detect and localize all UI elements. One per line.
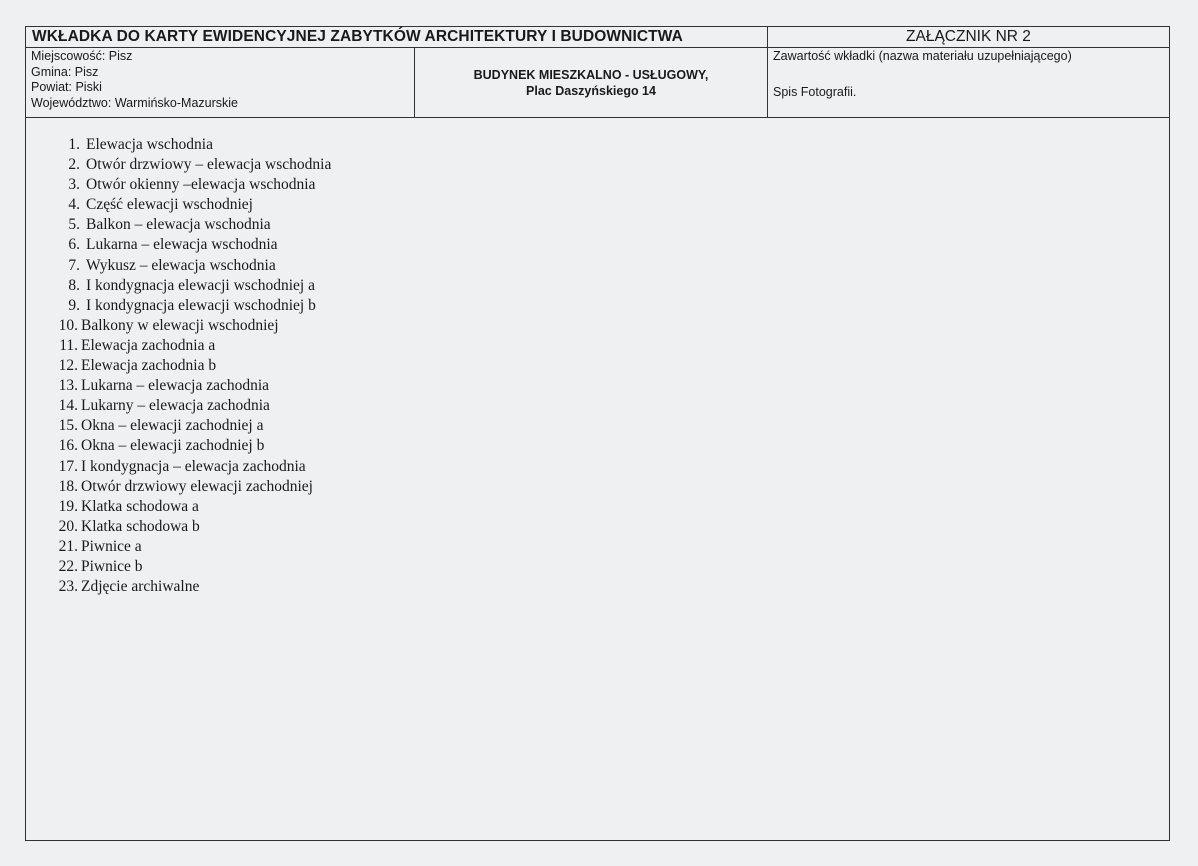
photo-list-item — [54, 215, 331, 235]
photo-caption: Lukarna – elewacja zachodnia — [81, 377, 270, 395]
photo-caption: I kondygnacja elewacji wschodniej a — [86, 276, 315, 294]
building-info — [415, 48, 767, 117]
photo-list-item — [54, 356, 331, 376]
photo-list-item — [54, 316, 331, 336]
photo-number: 2. — [68, 156, 80, 174]
photo-list-item — [54, 497, 331, 517]
photo-number: 18. — [58, 477, 78, 495]
photo-caption: Balkon – elewacja wschodnia — [86, 216, 271, 234]
commune-field: Gmina: Pisz — [31, 64, 99, 79]
photo-list-item — [54, 175, 331, 195]
photo-number: 1. — [68, 136, 80, 153]
photo-list-item — [54, 477, 331, 497]
photo-number: 22. — [58, 557, 78, 575]
record-card-insert — [25, 26, 1170, 841]
photo-list-item — [54, 135, 331, 155]
photo-caption: I kondygnacja elewacji wschodniej b — [86, 296, 316, 314]
photo-caption: Otwór okienny –elewacja wschodnia — [86, 176, 316, 194]
photo-caption: Otwór drzwiowy elewacji zachodniej — [81, 477, 313, 495]
photo-caption: Część elewacji wschodniej — [86, 196, 253, 214]
photo-caption: Wykusz – elewacja wschodnia — [86, 256, 276, 274]
photo-list-item — [54, 195, 331, 215]
contents-label: Zawartość wkładki (nazwa materiału uzupełniającego) — [773, 49, 1072, 63]
photo-number: 21. — [58, 537, 78, 555]
photo-number: 12. — [58, 357, 78, 375]
photo-caption: Balkony w elewacji wschodniej — [81, 316, 279, 334]
photo-caption: Klatka schodowa b — [81, 517, 200, 535]
photo-list-item — [54, 296, 331, 316]
town-field: Miejscowość: Pisz — [31, 49, 133, 63]
photo-list-item — [54, 256, 331, 276]
photo-list-item — [54, 557, 331, 577]
photo-list-item — [54, 537, 331, 557]
card-title: WKŁADKA DO KARTY EWIDENCYJNEJ ZABYTKÓW ARCHITEKTURY I BUDOWNICTWA — [26, 27, 768, 48]
location-info — [26, 48, 415, 117]
building-type: BUDYNEK MIESZKALNO - USŁUGOWY, — [473, 68, 709, 82]
photo-list — [54, 135, 331, 597]
district-field: Powiat: Piski — [31, 80, 102, 94]
photo-number: 3. — [68, 176, 80, 194]
photo-number: 20. — [58, 517, 78, 535]
photo-number: 15. — [58, 417, 78, 435]
photo-number: 6. — [68, 236, 80, 254]
photo-number: 23. — [58, 578, 78, 596]
photo-list-item — [54, 336, 331, 356]
photo-number: 9. — [68, 296, 80, 314]
photo-list-item — [54, 155, 331, 175]
photo-list-item — [54, 457, 331, 477]
photo-number: 7. — [68, 256, 80, 274]
photo-number: 17. — [58, 457, 78, 475]
photo-list-item — [54, 276, 331, 296]
photo-list-item — [54, 517, 331, 537]
insert-contents — [768, 48, 1169, 117]
card-header — [26, 27, 1169, 118]
photo-caption: Otwór drzwiowy – elewacja wschodnia — [86, 156, 332, 174]
photo-caption: Klatka schodowa a — [81, 497, 199, 515]
photo-caption: Zdjęcie archiwalne — [81, 578, 200, 596]
building-address: Plac Daszyńskiego 14 — [526, 84, 656, 98]
photo-number: 13. — [58, 377, 78, 395]
photo-list-item — [54, 396, 331, 416]
photo-caption: Elewacja zachodnia b — [81, 357, 217, 375]
photo-number: 11. — [59, 336, 78, 354]
photo-list-item — [54, 376, 331, 396]
photo-list-item — [54, 235, 331, 255]
photo-caption: Piwnice a — [81, 537, 142, 555]
contents-value: Spis Fotografii. — [773, 84, 857, 99]
photo-caption: Okna – elewacji zachodniej b — [81, 437, 265, 455]
photo-number: 14. — [58, 397, 78, 415]
annex-number: ZAŁĄCZNIK NR 2 — [768, 27, 1169, 48]
province-field: Województwo: Warmińsko-Mazurskie — [31, 95, 238, 110]
photo-caption: Lukarna – elewacja wschodnia — [86, 236, 278, 254]
photo-number: 4. — [68, 196, 80, 214]
photo-number: 5. — [68, 216, 80, 234]
photo-list-item — [54, 416, 331, 436]
photo-list-item — [54, 577, 331, 597]
photo-list-item — [54, 436, 331, 456]
photo-caption: Lukarny – elewacja zachodnia — [81, 397, 270, 415]
photo-caption: Elewacja zachodnia a — [81, 336, 216, 354]
photo-caption: Elewacja wschodnia — [86, 136, 213, 153]
photo-number: 8. — [68, 276, 80, 294]
header-details — [26, 48, 768, 117]
photo-caption: Okna – elewacji zachodniej a — [81, 417, 264, 435]
photo-caption: I kondygnacja – elewacja zachodnia — [81, 457, 306, 475]
photo-number: 16. — [58, 437, 78, 455]
photo-number: 19. — [58, 497, 78, 515]
photo-caption: Piwnice b — [81, 557, 143, 575]
photo-number: 10. — [58, 316, 78, 334]
